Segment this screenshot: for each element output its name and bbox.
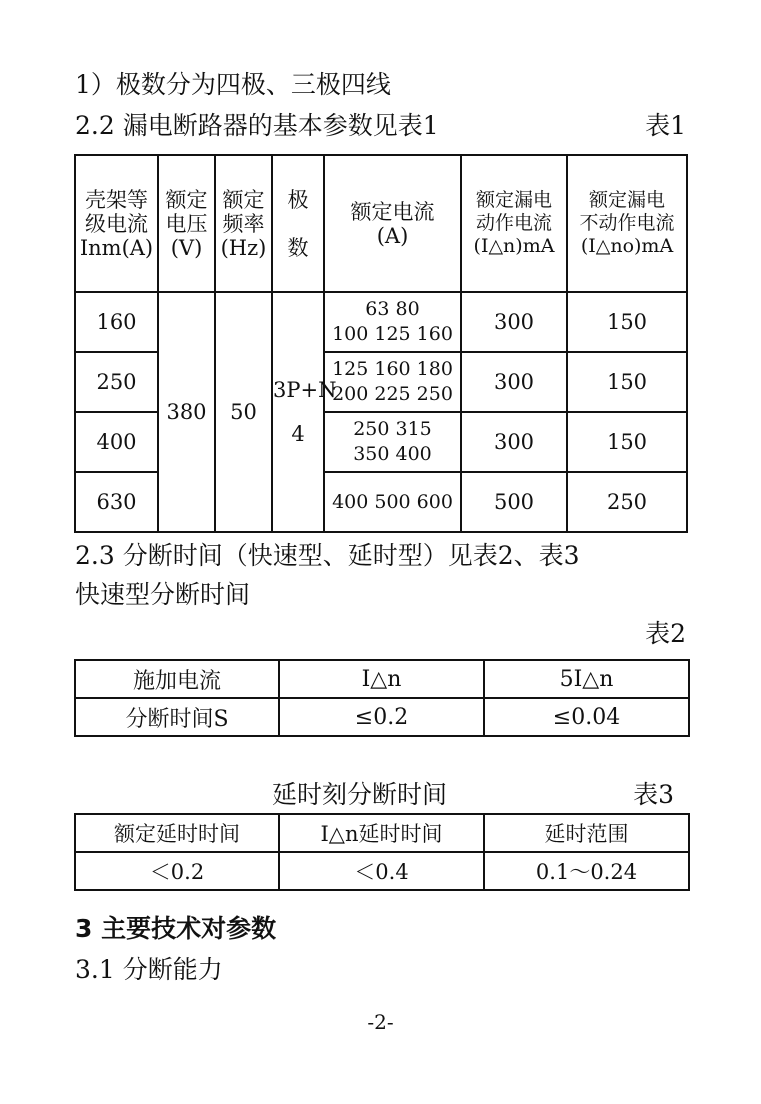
- table-cell: I△n延时时间: [279, 814, 484, 852]
- page-number: -2-: [367, 1010, 394, 1034]
- header-rated-current: 额定电流 (A): [324, 155, 461, 292]
- table-cell: 5I△n: [484, 660, 689, 698]
- table-cell: 分断时间S: [75, 698, 279, 736]
- table-cell: ≤0.2: [279, 698, 484, 736]
- table-cell: 施加电流: [75, 660, 279, 698]
- rated-current-cell: 250 315 350 400: [324, 412, 461, 472]
- table3-label: 表3: [633, 780, 674, 809]
- table-cell: 0.1～0.24: [484, 852, 689, 890]
- header-poles: 极 数: [272, 155, 324, 292]
- frame-current-cell: 400: [75, 412, 158, 472]
- trip-current-cell: 300: [461, 412, 567, 472]
- table-cell: ＜0.2: [75, 852, 279, 890]
- trip-current-cell: 500: [461, 472, 567, 532]
- basic-parameters-table: [74, 154, 688, 533]
- header-rated-frequency: 额定 频率 (Hz): [215, 155, 272, 292]
- rated-current-cell: 63 80 100 125 160: [324, 292, 461, 352]
- table-cell: ≤0.04: [484, 698, 689, 736]
- table3-title: 延时刻分断时间: [272, 780, 448, 809]
- no-trip-current-cell: 150: [567, 292, 687, 352]
- rated-current-cell: 400 500 600: [324, 472, 461, 532]
- rated-frequency-cell: 50: [215, 292, 272, 532]
- intro-line: 1）极数分为四极、三极四线: [75, 70, 391, 99]
- frame-current-cell: 250: [75, 352, 158, 412]
- table-row: [75, 292, 687, 352]
- trip-current-cell: 300: [461, 352, 567, 412]
- table-row: [75, 660, 689, 698]
- frame-current-cell: 160: [75, 292, 158, 352]
- table-row: [75, 698, 689, 736]
- section-3-heading: 3 主要技术对参数: [75, 914, 277, 943]
- header-trip-current: 额定漏电 动作电流 (I△n)mA: [461, 155, 567, 292]
- table1-header-row: [75, 155, 687, 292]
- header-frame-current: 壳架等 级电流 Inm(A): [75, 155, 158, 292]
- table1-label: 表1: [645, 111, 686, 140]
- section-3-1-heading: 3.1 分断能力: [75, 955, 223, 984]
- section-2-3-heading: 2.3 分断时间（快速型、延时型）见表2、表3: [75, 541, 580, 570]
- table-row: [75, 814, 689, 852]
- table-row: [75, 852, 689, 890]
- no-trip-current-cell: 150: [567, 412, 687, 472]
- fast-type-subtitle: 快速型分断时间: [75, 580, 251, 609]
- header-no-trip-current: 额定漏电 不动作电流 (I△no)mA: [567, 155, 687, 292]
- fast-break-time-table: [74, 659, 690, 737]
- header-rated-voltage: 额定 电压 (V): [158, 155, 215, 292]
- table-cell: 额定延时时间: [75, 814, 279, 852]
- no-trip-current-cell: 150: [567, 352, 687, 412]
- section-2-2-heading: 2.2 漏电断路器的基本参数见表1: [75, 111, 439, 140]
- table2-label: 表2: [645, 619, 686, 648]
- trip-current-cell: 300: [461, 292, 567, 352]
- frame-current-cell: 630: [75, 472, 158, 532]
- delay-break-time-table: [74, 813, 690, 891]
- rated-current-cell: 125 160 180 200 225 250: [324, 352, 461, 412]
- table-cell: ＜0.4: [279, 852, 484, 890]
- rated-voltage-cell: 380: [158, 292, 215, 532]
- no-trip-current-cell: 250: [567, 472, 687, 532]
- table-cell: I△n: [279, 660, 484, 698]
- poles-cell: 3P+N 4: [272, 292, 324, 532]
- table-cell: 延时范围: [484, 814, 689, 852]
